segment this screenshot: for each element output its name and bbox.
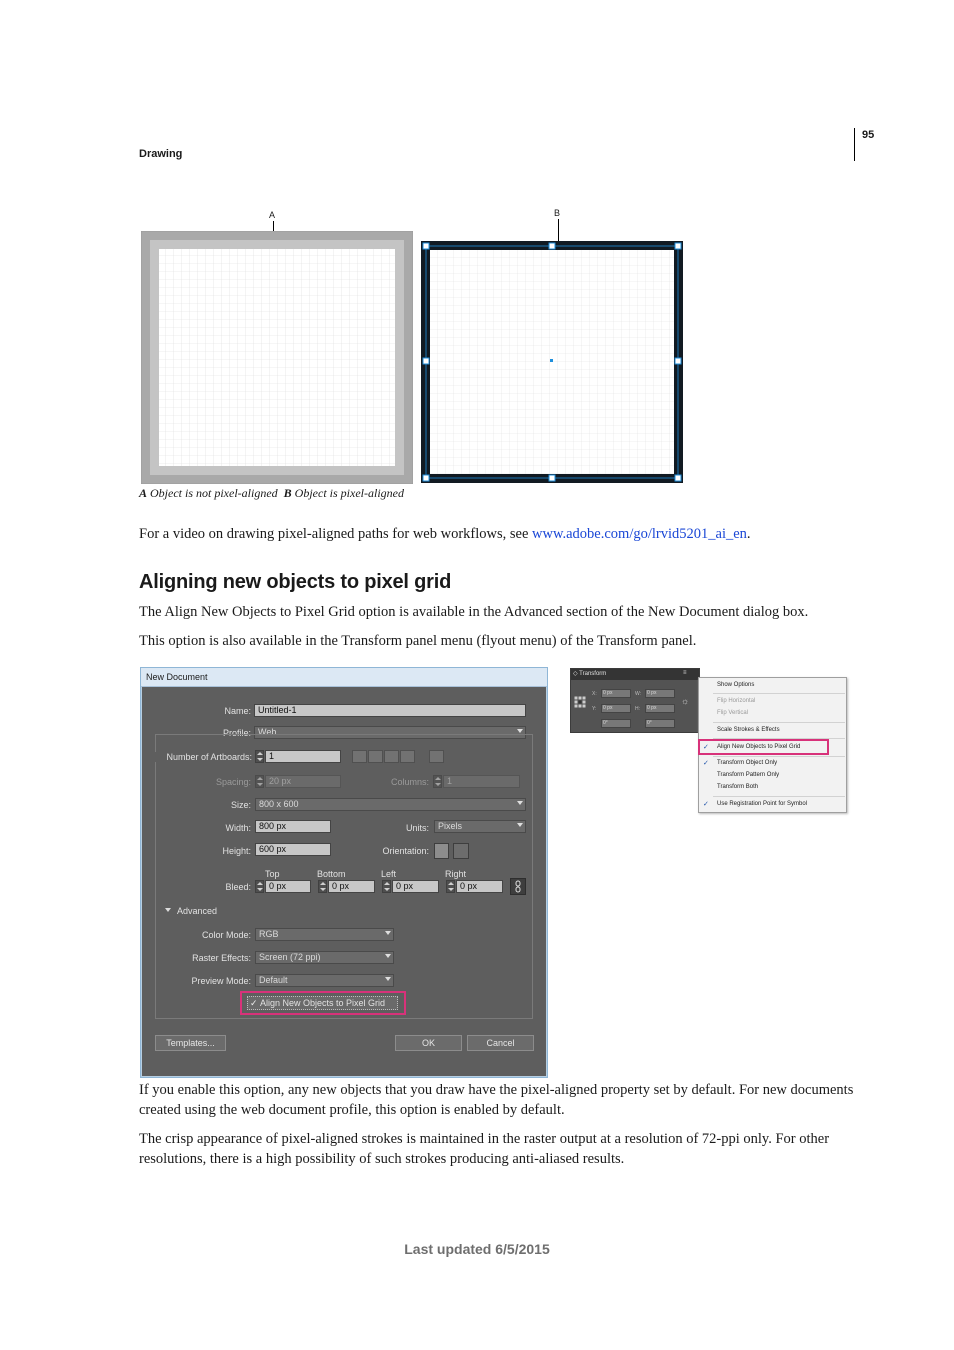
cancel-button[interactable]: Cancel <box>467 1035 534 1051</box>
video-paragraph <box>139 524 855 544</box>
width-label: Width: <box>225 823 251 833</box>
panel-menu-icon[interactable]: ≡ <box>683 670 687 676</box>
bleed-label: Bleed: <box>225 882 251 892</box>
transform-panel <box>570 668 700 733</box>
portrait-orientation-icon[interactable] <box>434 843 449 859</box>
checkmark-icon: ✓ <box>703 801 709 808</box>
figure-label-b: B <box>554 208 561 218</box>
link-icon[interactable] <box>510 878 526 895</box>
menu-item-transform-both[interactable]: Transform Both <box>717 784 759 790</box>
menu-item-registration-point[interactable]: Use Registration Point for Symbol <box>717 801 808 807</box>
page-number: 95 <box>862 129 875 141</box>
size-select[interactable] <box>255 798 526 811</box>
caption-text-b: Object is pixel-aligned <box>294 486 404 500</box>
leader-line-b <box>558 219 559 241</box>
x-label: X: <box>592 691 597 697</box>
menu-item-transform-object-only[interactable]: Transform Object Only <box>717 760 778 766</box>
header-rule <box>854 128 855 161</box>
templates-button[interactable]: Templates... <box>155 1035 226 1051</box>
color-mode-value: RGB <box>259 929 279 939</box>
preview-mode-label: Preview Mode: <box>191 976 251 986</box>
menu-item-scale-strokes[interactable]: Scale Strokes & Effects <box>717 727 780 733</box>
caption-key-a: A <box>139 486 148 500</box>
align-pixel-grid-checkbox[interactable] <box>247 996 398 1010</box>
chain-link-icon <box>511 879 525 894</box>
profile-value: Web <box>258 727 277 737</box>
paragraph-1: The Align New Objects to Pixel Grid option is available in the Advanced section of the New Document dialog box. <box>139 604 809 620</box>
footer-last-updated: Last updated 6/5/2015 <box>404 1241 550 1257</box>
constrain-proportions-icon[interactable]: ☼ <box>681 696 690 706</box>
ok-button[interactable]: OK <box>395 1035 462 1051</box>
spacing-stepper[interactable] <box>255 775 264 788</box>
landscape-orientation-icon[interactable] <box>453 843 469 859</box>
chevron-down-icon <box>517 801 523 805</box>
name-input[interactable]: Untitled-1 <box>254 704 526 717</box>
menu-item-flip-horizontal[interactable]: Flip Horizontal <box>717 698 756 704</box>
w-label: W: <box>635 691 642 697</box>
bleed-right-label: Right <box>445 869 467 879</box>
spacing-input[interactable]: 20 px <box>265 775 341 788</box>
rotate-input[interactable]: 0° <box>601 719 631 728</box>
chevron-down-icon <box>385 954 391 958</box>
bleed-top-label: Top <box>265 869 280 879</box>
units-label: Units: <box>405 823 429 833</box>
units-value: Pixels <box>438 821 463 831</box>
width-input[interactable]: 800 px <box>255 820 331 833</box>
columns-input[interactable]: 1 <box>443 775 520 788</box>
menu-separator <box>713 756 845 757</box>
bleed-top-stepper[interactable] <box>255 880 264 893</box>
checkmark-icon: ✓ <box>703 760 709 767</box>
paragraph-4: The crisp appearance of pixel-aligned strokes is maintained in the raster output at a resolution of 72-ppi only. For other resolutions, there is a high possibility of such strokes producing anti-aliased results. <box>139 1131 830 1167</box>
grid-by-column-icon[interactable] <box>368 750 383 763</box>
new-document-dialog <box>140 667 548 1078</box>
bleed-bottom-input[interactable]: 0 px <box>328 880 375 893</box>
dialog-titlebar <box>141 668 547 687</box>
artboards-input[interactable]: 1 <box>265 750 341 763</box>
bleed-left-stepper[interactable] <box>382 880 391 893</box>
preview-mode-value: Default <box>259 975 288 985</box>
advanced-label: Advanced <box>177 906 220 916</box>
h-label: H: <box>635 706 640 712</box>
running-section-title: Drawing <box>139 148 183 160</box>
height-input[interactable]: 600 px <box>255 843 331 856</box>
w-input[interactable]: 0 px <box>645 689 675 698</box>
menu-item-show-options[interactable]: Show Options <box>717 682 755 688</box>
aligned-square-illustration <box>421 241 683 483</box>
bleed-bottom-label: Bottom <box>317 869 346 879</box>
chevron-down-icon <box>385 977 391 981</box>
bleed-left-input[interactable]: 0 px <box>392 880 439 893</box>
orientation-label: Orientation: <box>382 846 429 856</box>
dialog-title: New Document <box>146 672 208 682</box>
figure-caption <box>139 486 404 501</box>
columns-stepper[interactable] <box>433 775 442 788</box>
paragraph-2: This option is also available in the Transform panel menu (flyout menu) of the Transform panel. <box>139 633 697 649</box>
arrange-by-column-icon[interactable] <box>400 750 415 763</box>
name-label: Name: <box>224 706 251 716</box>
transform-panel-title: ◇ Transform <box>573 671 607 677</box>
size-label: Size: <box>230 800 251 810</box>
bleed-left-label: Left <box>381 869 397 879</box>
bleed-right-input[interactable]: 0 px <box>456 880 503 893</box>
caption-text-a: Object is not pixel-aligned <box>150 486 278 500</box>
shear-input[interactable]: 0° <box>645 719 675 728</box>
bleed-top-input[interactable]: 0 px <box>265 880 311 893</box>
columns-label: Columns: <box>390 777 429 787</box>
h-input[interactable]: 0 px <box>645 704 675 713</box>
menu-item-align-pixel-grid[interactable]: Align New Objects to Pixel Grid <box>717 744 801 750</box>
spacing-label: Spacing: <box>215 777 251 787</box>
menu-item-flip-vertical[interactable]: Flip Vertical <box>717 710 749 716</box>
artboards-stepper[interactable] <box>255 750 264 763</box>
reference-point-icon[interactable] <box>574 696 586 708</box>
non-aligned-square-illustration <box>141 231 413 484</box>
change-layout-icon[interactable] <box>429 750 444 763</box>
section-heading: Aligning new objects to pixel grid <box>139 571 452 593</box>
video-paragraph-text: For a video on drawing pixel-aligned paths for web workflows, see <box>139 526 533 542</box>
transform-panel-header <box>571 669 699 680</box>
raster-effects-label: Raster Effects: <box>192 953 251 963</box>
video-link[interactable]: www.adobe.com/go/lrvid5201_ai_en <box>532 526 747 542</box>
checkmark-icon: ✓ <box>703 744 709 751</box>
y-input[interactable]: 0 px <box>601 704 631 713</box>
raster-effects-select[interactable] <box>255 951 394 964</box>
height-label: Height: <box>222 846 251 856</box>
align-pixel-grid-label: Align New Objects to Pixel Grid <box>260 998 386 1008</box>
menu-separator <box>713 722 845 723</box>
caption-key-b: B <box>283 486 292 500</box>
chevron-down-icon <box>517 729 523 733</box>
menu-separator <box>713 796 845 797</box>
arrange-by-row-icon[interactable] <box>384 750 399 763</box>
menu-separator <box>713 693 845 694</box>
y-label: Y: <box>592 706 597 712</box>
color-mode-select[interactable] <box>255 928 394 941</box>
chevron-down-icon <box>385 931 391 935</box>
artboards-label: Number of Artboards: <box>153 752 252 762</box>
preview-mode-select[interactable] <box>255 974 394 987</box>
figure-label-a: A <box>269 210 276 220</box>
paragraph-3: If you enable this option, any new objects that you draw have the pixel-aligned property set by default. For new documents created using the web document profile, this option is enabled by default. <box>139 1082 854 1118</box>
size-value: 800 x 600 <box>259 799 299 809</box>
color-mode-label: Color Mode: <box>201 930 251 940</box>
advanced-expand-icon[interactable] <box>165 908 171 912</box>
units-select[interactable] <box>434 820 526 833</box>
bleed-right-stepper[interactable] <box>446 880 455 893</box>
raster-effects-value: Screen (72 ppi) <box>259 952 321 962</box>
x-input[interactable]: 0 px <box>601 689 631 698</box>
menu-item-transform-pattern-only[interactable]: Transform Pattern Only <box>717 772 780 778</box>
checkmark-icon: ✓ <box>250 998 258 1008</box>
bleed-bottom-stepper[interactable] <box>318 880 327 893</box>
chevron-down-icon <box>517 823 523 827</box>
flyout-highlight <box>698 739 829 755</box>
grid-by-row-icon[interactable] <box>352 750 367 763</box>
profile-label: Profile: <box>222 728 251 738</box>
video-paragraph-end: . <box>746 526 751 542</box>
